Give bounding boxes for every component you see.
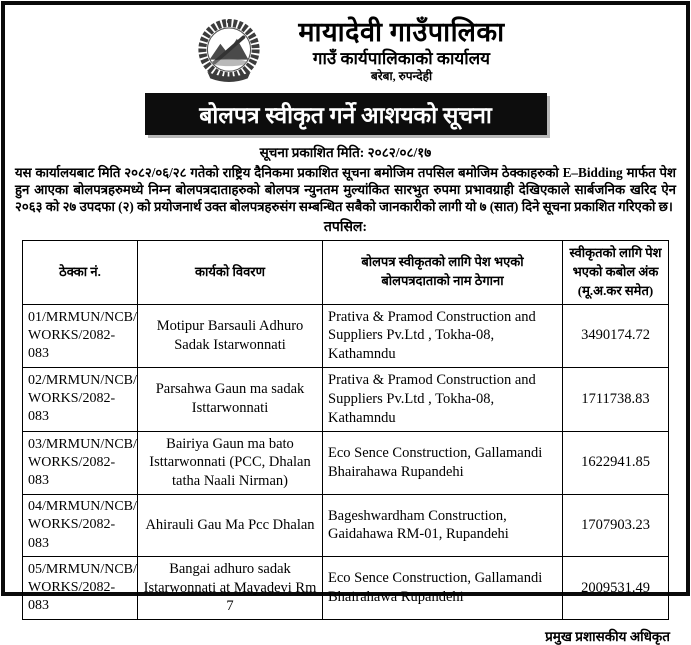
cell-bidder: Bageshwardham Construction, Gaidahawa RM-01, Rupandehi <box>323 495 563 557</box>
cell-contract-no: 01/MRMUN/NCB/ WORKS/2082-083 <box>23 304 138 368</box>
published-date: सूचना प्रकाशित मिति: २०८२/०८/१७ <box>259 145 432 160</box>
table-row <box>23 431 669 495</box>
table-header-row <box>23 241 669 305</box>
table-row <box>23 556 669 620</box>
cell-contract-no: 05/MRMUN/NCB/ WORKS/2082-083 <box>23 556 138 620</box>
table-row <box>23 495 669 557</box>
cell-work-description: Bairiya Gaun ma bato Isttarwonnati (PCC, Dhalan tatha Naali Nirman) <box>138 431 323 495</box>
cell-contract-no: 04/MRMUN/NCB/ WORKS/2082-083 <box>23 495 138 557</box>
cell-bidder: Eco Sence Construction, Gallamandi Bhairahawa Rupandehi <box>323 556 563 620</box>
cell-work-description: Bangai adhuro sadak Istarwonnati at Mayadevi Rm 7 <box>138 556 323 620</box>
bids-table <box>22 240 669 620</box>
header-quoted-amount: स्वीकृतको लागि पेश भएको कबोल अंक (मू.अ.कर समेत) <box>563 241 669 305</box>
cell-bidder: Prativa & Pramod Construction and Suppliers Pv.Ltd , Tokha-08, Kathamndu <box>323 304 563 368</box>
letterhead-text <box>298 17 504 85</box>
office-name: गाउँ कार्यपालिकाको कार्यालय <box>312 49 491 69</box>
notice-title-banner: बोलपत्र स्वीकृत गर्ने आशयको सूचना <box>145 93 547 135</box>
cell-amount: 1711738.83 <box>563 368 669 432</box>
cell-contract-no: 02/MRMUN/NCB/ WORKS/2082-083 <box>23 368 138 432</box>
banner-wrap <box>15 93 676 135</box>
cell-work-description: Parsahwa Gaun ma sadak Isttarwonnati <box>138 368 323 432</box>
signature-title: प्रमुख प्रशासकीय अधिकृत <box>545 629 670 645</box>
cell-amount: 1622941.85 <box>563 431 669 495</box>
table-row <box>23 304 669 368</box>
municipality-emblem-icon <box>186 15 272 87</box>
cell-work-description: Ahirauli Gau Ma Pcc Dhalan <box>138 495 323 557</box>
schedule-label: तपसिल: <box>323 220 368 235</box>
cell-bidder: Prativa & Pramod Construction and Suppliers Pv.Ltd , Tokha-08, Kathamndu <box>323 368 563 432</box>
cell-amount: 2009531.49 <box>563 556 669 620</box>
notice-document <box>1 1 690 645</box>
cell-work-description: Motipur Barsauli Adhuro Sadak Istarwonnati <box>138 304 323 368</box>
municipality-name: मायादेवी गाउँपालिका <box>298 17 505 48</box>
header-bidder-name-address: बोलपत्र स्वीकृतको लागि पेश भएको बोलपत्रदाताको नाम ठेगाना <box>323 241 563 305</box>
cell-amount: 3490174.72 <box>563 304 669 368</box>
letterhead <box>15 13 676 91</box>
header-work-description: कार्यको विवरण <box>138 241 323 305</box>
cell-contract-no: 03/MRMUN/NCB/ WORKS/2082-083 <box>23 431 138 495</box>
table-row <box>23 368 669 432</box>
office-location: बरेबा, रुपन्देही <box>370 69 433 84</box>
cell-amount: 1707903.23 <box>563 495 669 557</box>
cell-bidder: Eco Sence Construction, Gallamandi Bhairahawa Rupandehi <box>323 431 563 495</box>
header-contract-no: ठेक्का नं. <box>23 241 138 305</box>
notice-body-paragraph: यस कार्यालयबाट मिति २०८२/०६/२८ गतेको राष्ट्रिय दैनिकमा प्रकाशित सूचना बमोजिम तपसिल बमोजिम ठेक्काहरुको E–Bidding मार्फत पेश हुन आएका बोलपत्रहरुमध्ये निम्न बोलपत्रदाताहरुको बोलपत्र न्युनतम मुल्यांकित सारभुत रुपमा प्रभावग्राही देखिएकाले सार्बजनिक खरिद ऐन २०६३ को २७ उपदफा (२) को प्रयोजनार्थ उक्त बोलपत्रहरुसंग सम्बन्धित सबैको जानकारीको लागी यो ७ (सात) दिने सूचना प्रकाशित गरिएको छ। <box>15 165 676 214</box>
